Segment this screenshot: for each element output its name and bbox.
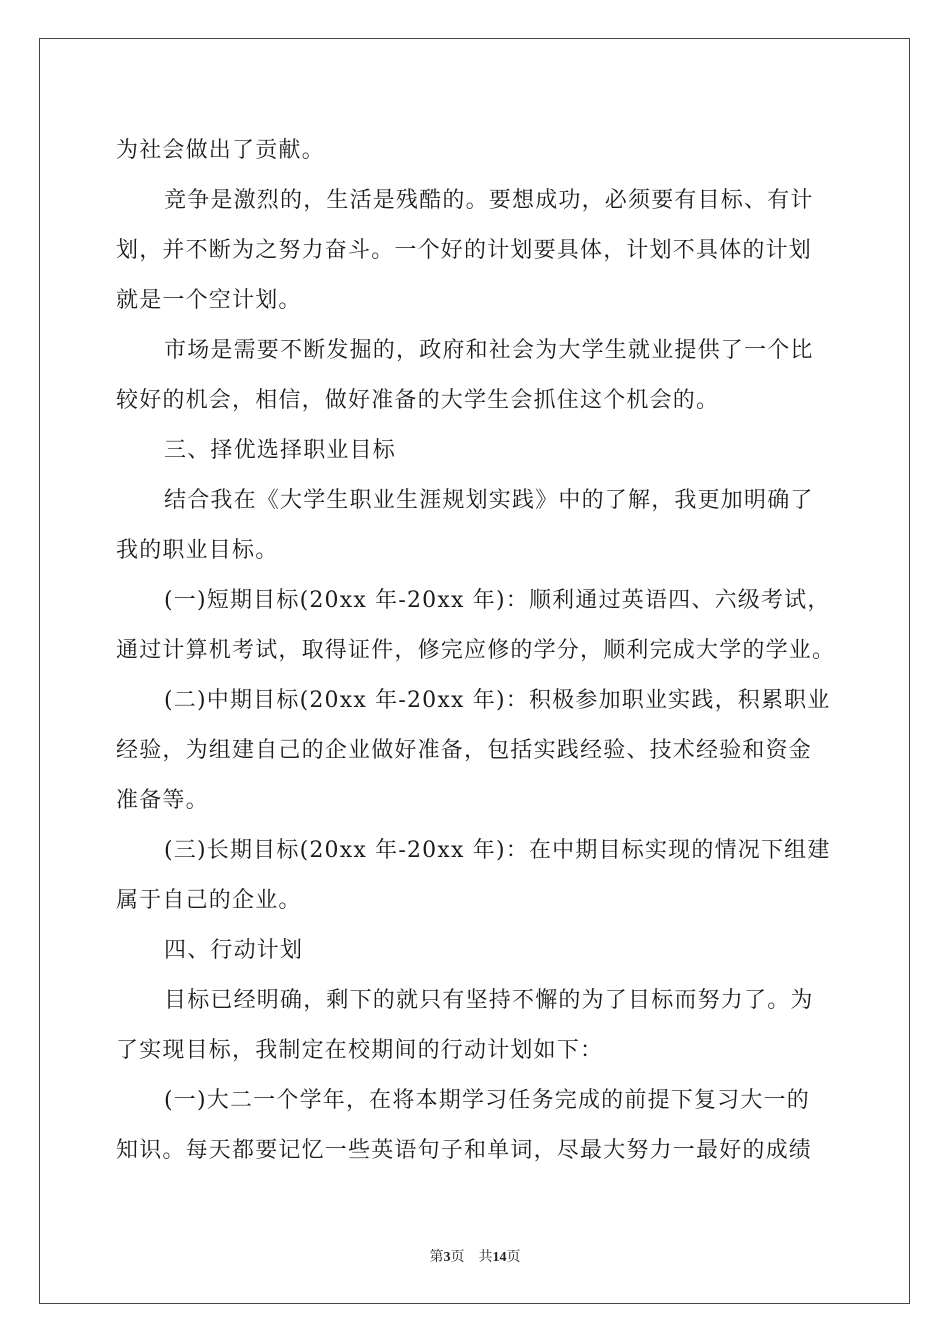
text-line: 属于自己的企业。	[116, 888, 302, 913]
text-line: 竞争是激烈的，生活是残酷的。要想成功，必须要有目标、有计	[164, 188, 814, 213]
page-footer	[0, 1246, 950, 1266]
section-heading: 四、行动计划	[164, 938, 304, 963]
page-prefix: 第	[429, 1250, 444, 1265]
text-line: 准备等。	[116, 788, 209, 813]
page-suffix: 页	[450, 1250, 465, 1265]
text-line: 结合我在《大学生职业生涯规划实践》中的了解，我更加明确了	[164, 488, 814, 513]
total-suffix: 页	[506, 1250, 521, 1265]
text-line: (二)中期目标(20xx 年-20xx 年)：积极参加职业实践，积累职业	[164, 688, 831, 713]
document-body	[116, 126, 851, 1176]
text-line: 我的职业目标。	[116, 538, 279, 563]
text-line: 了实现目标，我制定在校期间的行动计划如下：	[116, 1038, 604, 1063]
text-line: 经验，为组建自己的企业做好准备，包括实践经验、技术经验和资金	[116, 738, 813, 763]
text-line: 为社会做出了贡献。	[116, 138, 325, 163]
section-heading: 三、择优选择职业目标	[164, 438, 397, 463]
text-line: (一)大二一个学年，在将本期学习任务完成的前提下复习大一的	[164, 1088, 810, 1113]
text-line: 目标已经明确，剩下的就只有坚持不懈的为了目标而努力了。为	[164, 988, 814, 1013]
text-line: 市场是需要不断发掘的，政府和社会为大学生就业提供了一个比	[164, 338, 814, 363]
text-line: 较好的机会，相信，做好准备的大学生会抓住这个机会的。	[116, 388, 720, 413]
text-line: 就是一个空计划。	[116, 288, 302, 313]
text-line: (三)长期目标(20xx 年-20xx 年)：在中期目标实现的情况下组建	[164, 838, 831, 863]
total-pages: 14	[492, 1250, 507, 1265]
total-prefix: 共	[478, 1250, 493, 1265]
text-line: 通过计算机考试，取得证件，修完应修的学分，顺利完成大学的学业。	[116, 638, 836, 663]
text-line: (一)短期目标(20xx 年-20xx 年)：顺利通过英语四、六级考试，	[164, 588, 831, 613]
text-line: 划，并不断为之努力奋斗。一个好的计划要具体，计划不具体的计划	[116, 238, 813, 263]
text-line: 知识。每天都要记忆一些英语句子和单词，尽最大努力一最好的成绩	[116, 1138, 813, 1163]
page-number: 3	[443, 1250, 451, 1265]
